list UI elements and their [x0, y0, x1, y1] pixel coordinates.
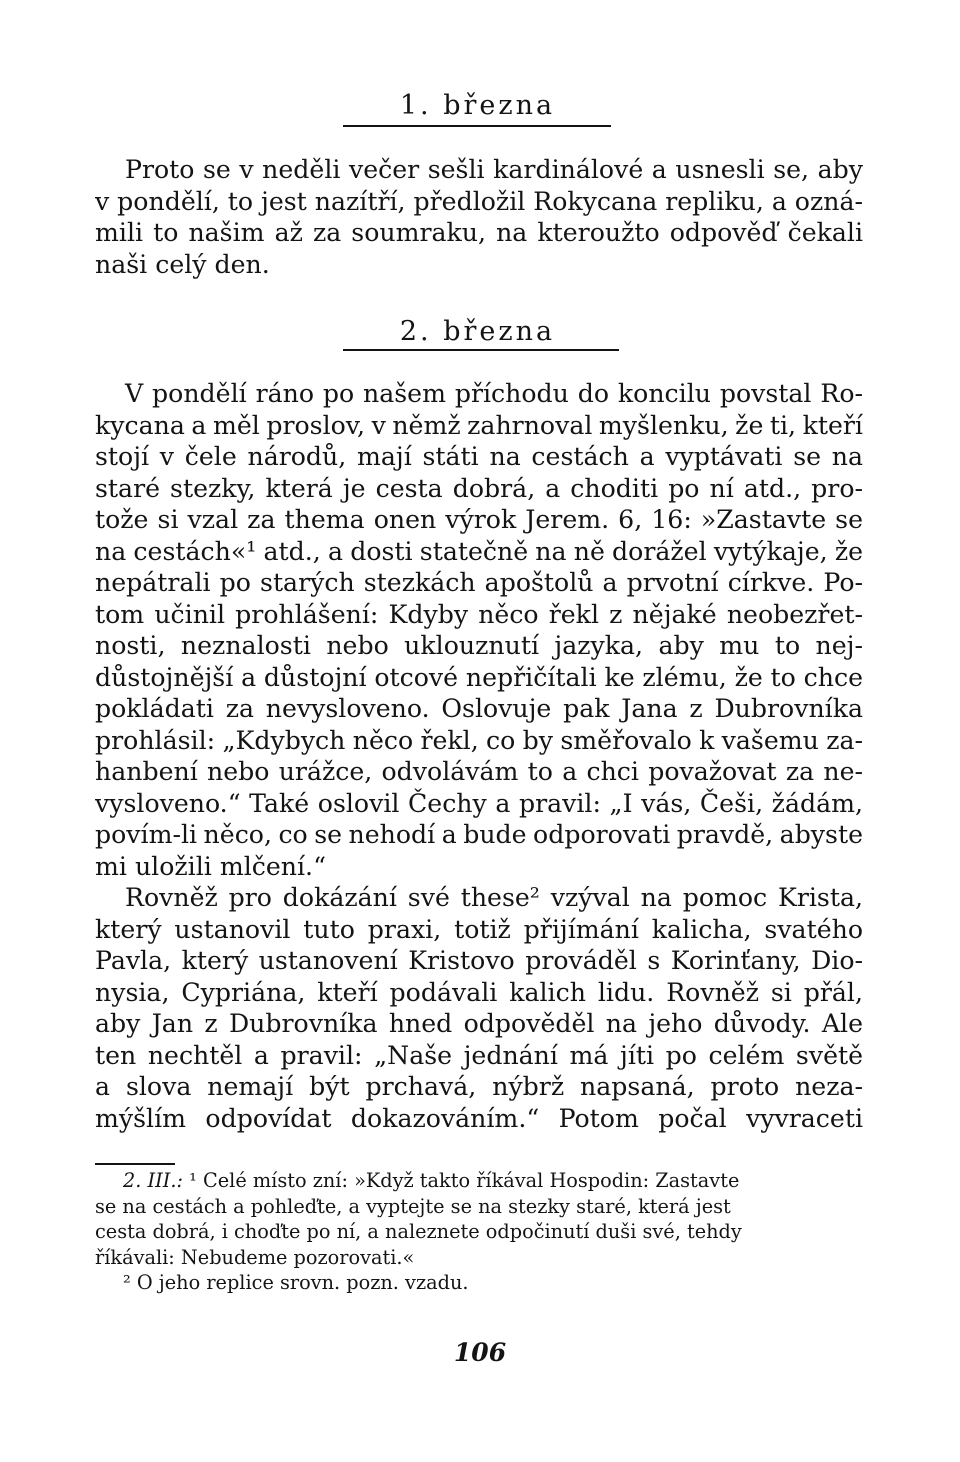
- footnote-reference: 2. III.:: [123, 1169, 183, 1192]
- text-line: důstojnější a důstojní otcové nepřičítali ke zlému, že to chce: [95, 662, 863, 692]
- section-heading-march-1: 1. března: [399, 90, 556, 121]
- text-line: vysloveno.“ Také oslovil Čechy a pravil: „I vás, Češi, žádám,: [95, 788, 863, 818]
- footnote-line: ² O jeho replice srovn. pozn. vzadu.: [123, 1271, 469, 1294]
- paragraph-march-2: [95, 378, 863, 882]
- text-line: tože si vzal za thema onen výrok Jerem. 6, 16: »Zastavte se: [95, 505, 863, 534]
- text-line: naši celý den.: [95, 249, 270, 279]
- text-line: povím-li něco, co se nehodí a bude odporovati pravdě, abyste: [95, 820, 863, 849]
- text-line: V pondělí ráno po našem příchodu do koncilu povstal Ro-: [125, 379, 863, 408]
- text-line: aby Jan z Dubrovníka hned odpověděl na jeho důvody. Ale: [95, 1009, 863, 1038]
- text-line: mili to našim až za soumraku, na kteroužto odpověď čekali: [95, 218, 863, 247]
- text-line: nysia, Cypriána, kteří podávali kalich lidu. Rovněž si přál,: [95, 977, 863, 1007]
- footnote-line: se na cestách a pohleďte, a vyptejte se na stezky staré, která jest: [95, 1194, 731, 1218]
- text-line: mi uložili mlčení.“: [95, 851, 326, 881]
- paragraph-thesis: [95, 882, 863, 1134]
- page-number: 106: [453, 1338, 507, 1367]
- footnote-line: cesta dobrá, i choďte po ní, a naleznete odpočinutí duši své, tehdy: [95, 1220, 742, 1243]
- paragraph-march-1: [95, 154, 863, 280]
- text-line: který ustanovil tuto praxi, totiž přijímání kalicha, svatého: [95, 914, 863, 944]
- text-line: staré stezky, která je cesta dobrá, a choditi po ní atd., pro-: [95, 473, 863, 503]
- heading-underline: [343, 349, 619, 351]
- text-line: Pavla, který ustanovení Kristovo prováděl s Korinťany, Dio-: [95, 946, 863, 975]
- text-line: kycana a měl proslov, v němž zahrnoval myšlenku, že ti, kteří: [95, 410, 863, 440]
- text-line: tom učinil prohlášení: Kdyby něco řekl z nějaké neobezřet-: [95, 599, 863, 629]
- text-line: v pondělí, to jest nazítří, předložil Rokycana repliku, a ozná-: [95, 186, 863, 216]
- text-line: ten nechtěl a pravil: „Naše jednání má jíti po celém světě: [95, 1040, 863, 1070]
- heading-underline: [343, 125, 611, 127]
- text-line: pokládati za nevysloveno. Oslovuje pak Jana z Dubrovníka: [95, 694, 863, 723]
- text-line: mýšlím odpovídat dokazováním.“ Potom počal vyvraceti: [95, 1103, 863, 1133]
- footnote-line: říkávali: Nebudeme pozorovati.«: [95, 1245, 415, 1269]
- text-line: a slova nemají být prchavá, nýbrž napsaná, proto neza-: [95, 1072, 863, 1101]
- text-line: prohlásil: „Kdybych něco řekl, co by směřovalo k vašemu za-: [95, 725, 863, 755]
- footnote-separator: [95, 1163, 175, 1165]
- footnote-line: [95, 1168, 865, 1194]
- text-line: Rovněž pro dokázání své these² vzýval na pomoc Krista,: [125, 883, 863, 912]
- text-line: nosti, neznalosti nebo uklouznutí jazyka, aby mu to nej-: [95, 631, 863, 660]
- footnote-text: ¹ Celé místo zní: »Když takto říkával Hospodin: Zastavte: [189, 1169, 740, 1192]
- text-line: stojí v čele národů, mají státi na cestách a vyptávati se na: [95, 442, 863, 471]
- footnotes: [95, 1168, 865, 1296]
- section-heading-march-2: 2. března: [399, 316, 556, 347]
- text-line: na cestách«¹ atd., a dosti statečně na ně dorážel vytýkaje, že: [95, 536, 863, 566]
- text-line: nepátrali po starých stezkách apoštolů a prvotní církve. Po-: [95, 568, 863, 597]
- text-line: hanbení nebo urážce, odvolávám to a chci považovat za ne-: [95, 757, 863, 786]
- text-line: Proto se v neděli večer sešli kardinálové a usnesli se, aby: [125, 155, 863, 184]
